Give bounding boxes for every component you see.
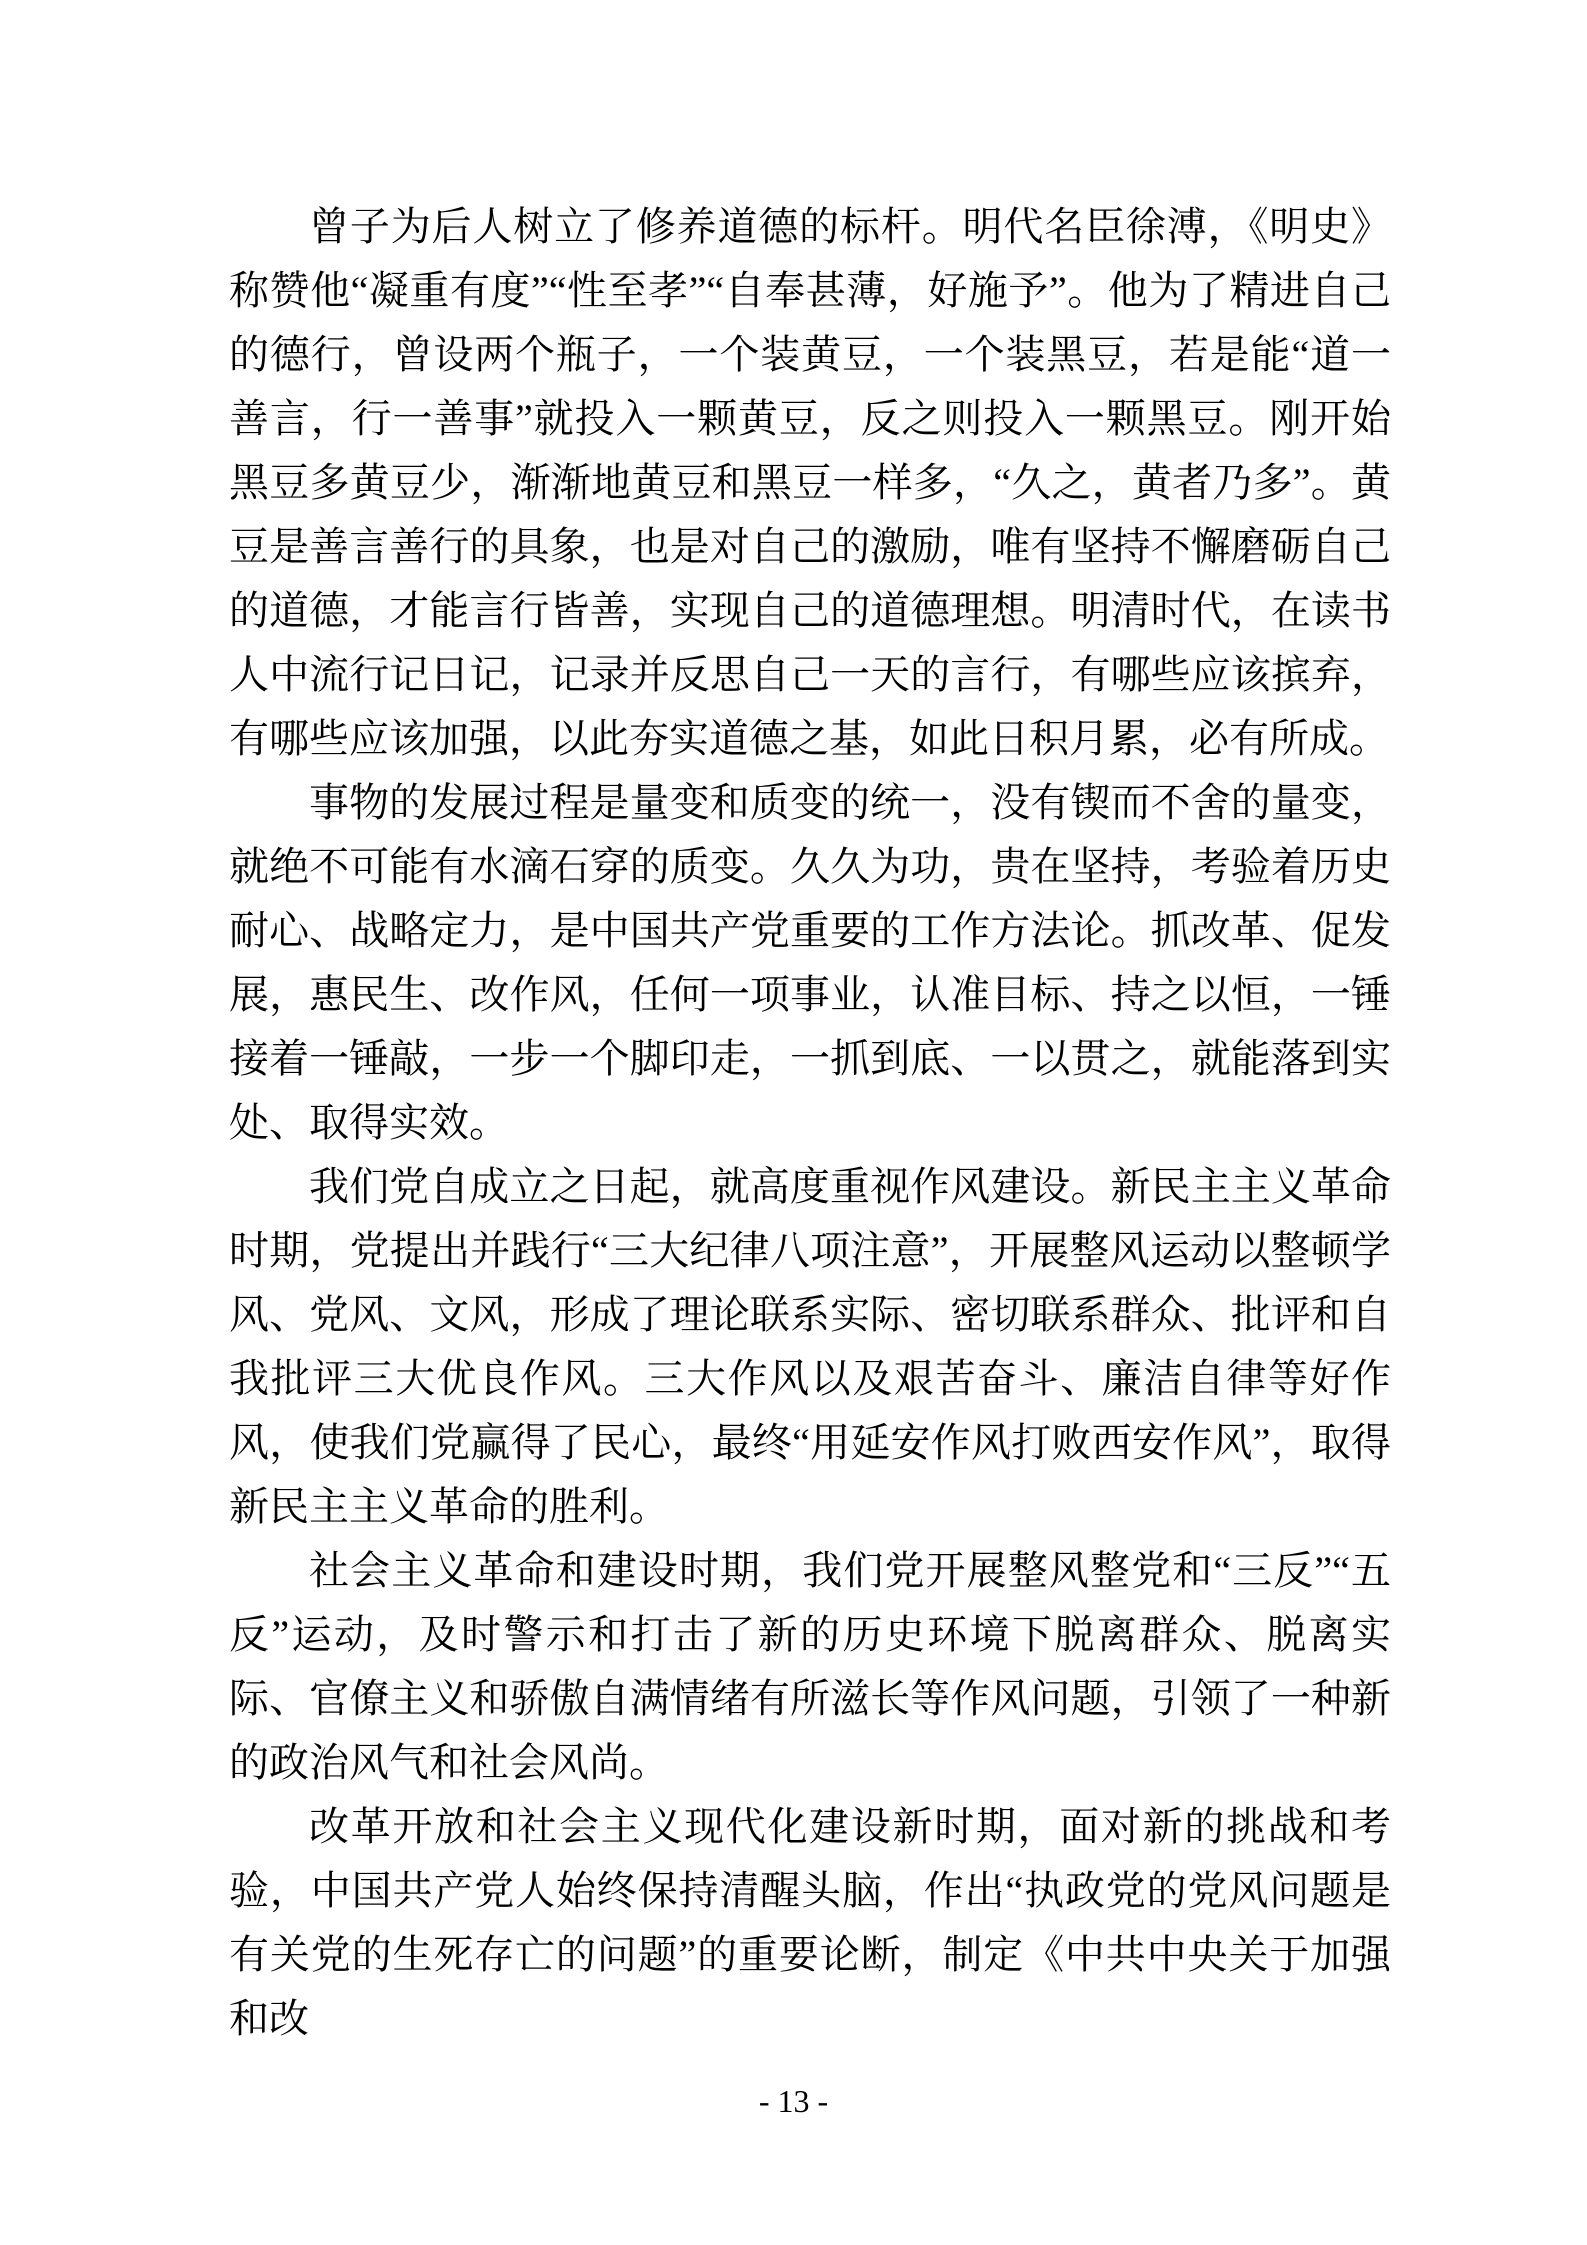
paragraph-4: 社会主义革命和建设时期，我们党开展整风整党和“三反”“五反”运动，及时警示和打击了新的历史环境下脱离群众、脱离实际、官僚主义和骄傲自满情绪有所滋长等作风问题，引领了一种新的政治风气和社会风尚。 (229, 1548, 1391, 1785)
paragraph-2: 事物的发展过程是量变和质变的统一，没有锲而不舍的量变，就绝不可能有水滴石穿的质变。久久为功，贵在坚持，考验着历史耐心、战略定力，是中国共产党重要的工作方法论。抓改革、促发展，惠民生、改作风，任何一项事业，认准目标、持之以恒，一锤接着一锤敲，一步一个脚印走，一抓到底、一以贯之，就能落到实处、取得实效。 (229, 780, 1391, 1145)
paragraph-1: 曾子为后人树立了修养道德的标杆。明代名臣徐溥，《明史》称赞他“凝重有度”“性至孝”“自奉甚薄，好施予”。他为了精进自己的德行，曾设两个瓶子，一个装黄豆，一个装黑豆，若是能“道一善言，行一善事”就投入一颗黄豆，反之则投入一颗黑豆。刚开始黑豆多黄豆少，渐渐地黄豆和黑豆一样多，“久之，黄者乃多”。黄豆是善言善行的具象，也是对自己的激励，唯有坚持不懈磨砺自己的道德，才能言行皆善，实现自己的道德理想。明清时代，在读书人中流行记日记，记录并反思自己一天的言行，有哪些应该摈弃，有哪些应该加强，以此夯实道德之基，如此日积月累，必有所成。 (229, 204, 1391, 761)
document-body (229, 195, 1391, 2051)
paragraph-3: 我们党自成立之日起，就高度重视作风建设。新民主主义革命时期，党提出并践行“三大纪律八项注意”，开展整风运动以整顿学风、党风、文风，形成了理论联系实际、密切联系群众、批评和自我批评三大优良作风。三大作风以及艰苦奋斗、廉洁自律等好作风，使我们党赢得了民心，最终“用延安作风打败西安作风”，取得新民主主义革命的胜利。 (229, 1164, 1391, 1529)
paragraph-5: 改革开放和社会主义现代化建设新时期，面对新的挑战和考验，中国共产党人始终保持清醒头脑，作出“执政党的党风问题是有关党的生死存亡的问题”的重要论断，制定《中共中央关于加强和改 (229, 1804, 1391, 2041)
page-number: - 13 - (758, 2083, 829, 2119)
